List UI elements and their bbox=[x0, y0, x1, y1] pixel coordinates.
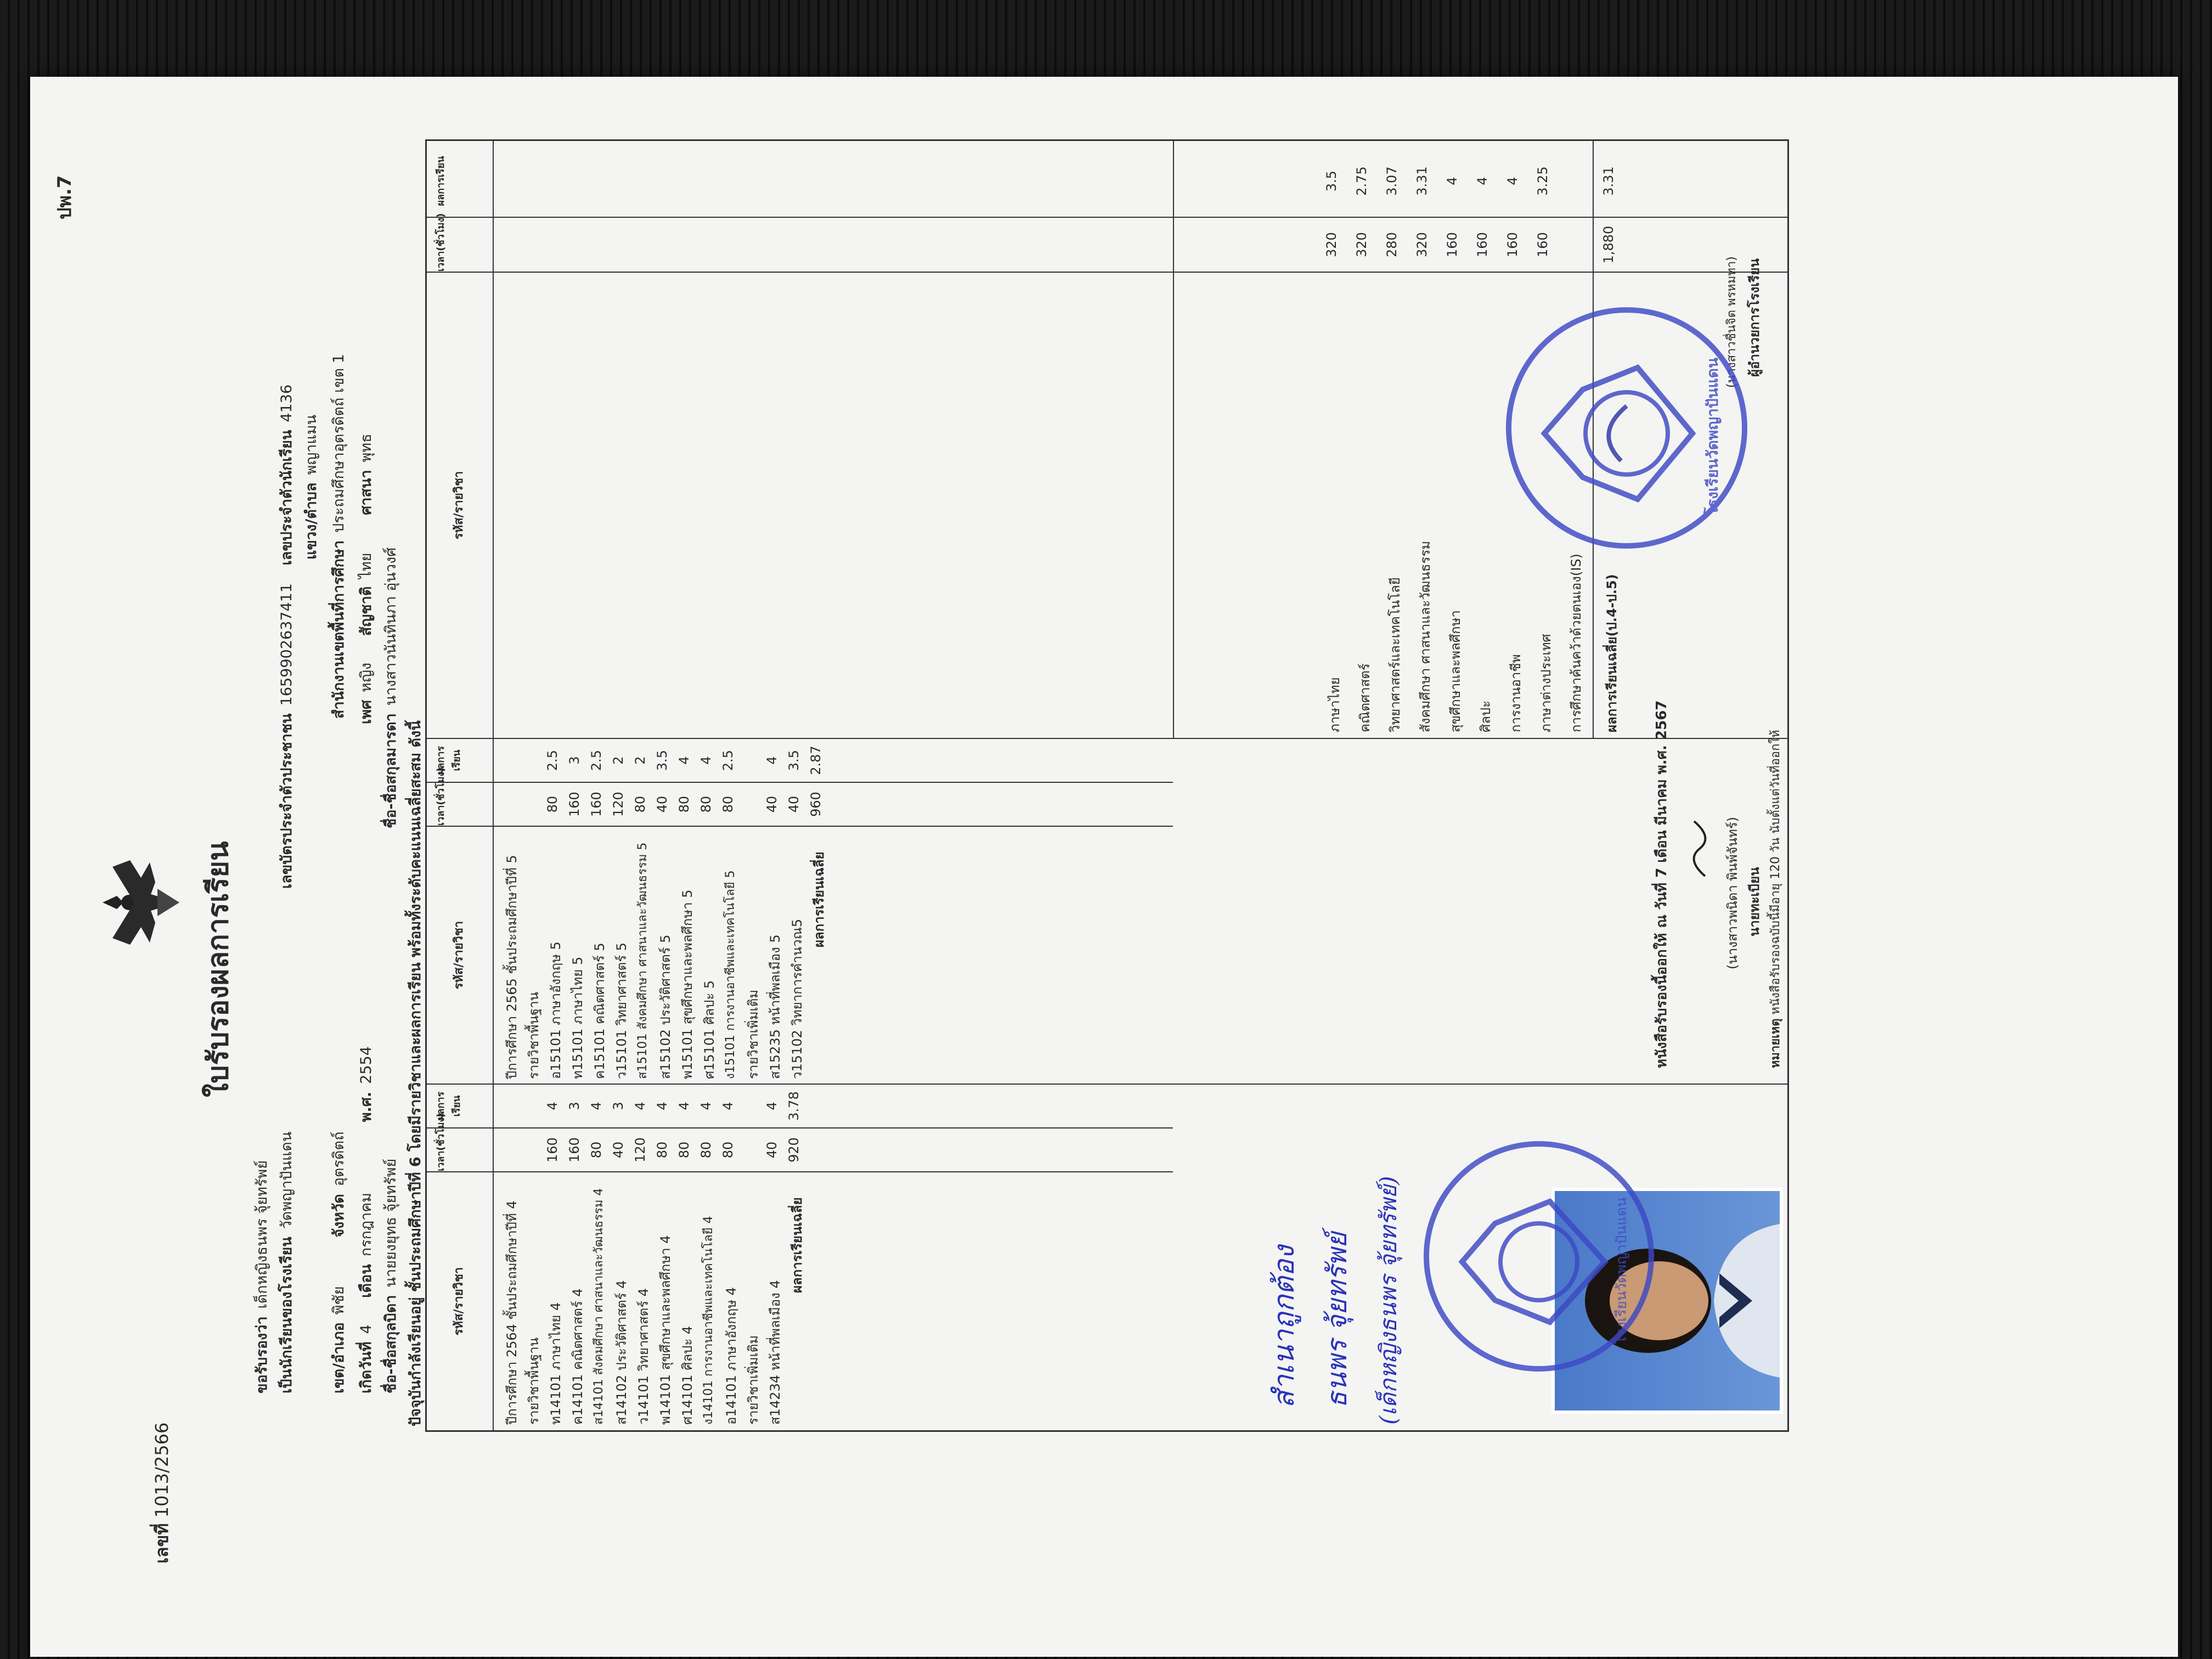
table-cell: 320 bbox=[1324, 232, 1339, 257]
header-hours-3: เวลา(ชั่วโมง) bbox=[435, 213, 447, 272]
school-stamp-left bbox=[1424, 1141, 1654, 1372]
table-cell: 320 bbox=[1354, 232, 1369, 257]
table-cell: 160 bbox=[589, 792, 604, 817]
certificate-document bbox=[30, 110, 2027, 1624]
school-name: วัดพญาปันแดน bbox=[278, 1131, 295, 1229]
table-row: คณิตศาสตร์ bbox=[1357, 663, 1373, 732]
header-hours-1: เวลา(ชั่วโมง) bbox=[435, 1113, 447, 1171]
table-cell: 2 bbox=[633, 756, 648, 765]
table-cell: 3.5 bbox=[1324, 170, 1339, 192]
table-cell: 3 bbox=[611, 1102, 626, 1110]
table-cell: 2.5 bbox=[720, 749, 736, 771]
doc-number bbox=[148, 1423, 176, 1564]
table-cell: 4 bbox=[676, 1102, 692, 1110]
field-national-id: เลขบัตรประจำตัวประชาชน1659902637411 เลขประจำตัวนักเรียน4136 bbox=[278, 384, 295, 889]
year2-basic-heading: รายวิชาพื้นฐาน bbox=[526, 991, 541, 1079]
field-father: ชื่อ-ชื่อสกุลบิดานายยงยุทธ จุ้ยทรัพย์ bbox=[382, 1158, 399, 1393]
table-row: ง15101 การงานอาชีพและเทคโนโลยี 5 bbox=[724, 870, 737, 1079]
table-cell: 3.25 bbox=[1535, 166, 1550, 196]
year1-extra-heading: รายวิชาเพิ่มเติม bbox=[746, 1335, 761, 1425]
table-cell: 280 bbox=[1384, 232, 1400, 257]
field-birth: เกิดวันที่4 เดือนกรกฎาคม พ.ศ.2554 bbox=[358, 1046, 375, 1393]
table-cell: 40 bbox=[764, 795, 780, 813]
table-cell: 3.07 bbox=[1384, 166, 1400, 196]
director-name: (นางสาวชื่นจิต พรหมทา) bbox=[1725, 256, 1739, 388]
year1-basic-heading: รายวิชาพื้นฐาน bbox=[526, 1337, 541, 1425]
table-cell: 80 bbox=[676, 795, 692, 813]
table-row: พ14101 สุขศึกษาและพลศึกษา 4 bbox=[658, 1235, 673, 1425]
doc-number-label: เลขที่ bbox=[151, 1523, 172, 1564]
table-row: ว15101 วิทยาศาสตร์ 5 bbox=[614, 942, 629, 1079]
year2-total-hours: 960 bbox=[808, 792, 823, 817]
table-cell: 80 bbox=[698, 1141, 714, 1159]
table-cell: 160 bbox=[1505, 232, 1520, 257]
table-cell: 4 bbox=[1475, 177, 1490, 185]
table-row: อ14101 ภาษาอังกฤษ 4 bbox=[724, 1287, 739, 1425]
table-cell: 160 bbox=[545, 1137, 560, 1163]
field-district: เขต/อำเภอพิชัย จังหวัดอุตรดิตถ์ bbox=[330, 1131, 347, 1393]
table-cell: 4 bbox=[1444, 177, 1460, 185]
table-row: ว15102 วิทยาการคำนวณ5 bbox=[789, 918, 805, 1079]
registrar-title: นายทะเบียน bbox=[1747, 867, 1762, 936]
table-row: ส14234 หน้าที่พลเมือง 4 bbox=[768, 1280, 783, 1425]
table-row: ส15102 ประวัติศาสตร์ 5 bbox=[658, 934, 673, 1079]
form-code: ปพ.7 bbox=[54, 175, 76, 219]
table-cell: 160 bbox=[567, 792, 582, 817]
table-cell: 120 bbox=[633, 1137, 648, 1163]
table-cell: 3.5 bbox=[654, 749, 670, 771]
table-row: สุขศึกษาและพลศึกษา bbox=[1448, 610, 1463, 732]
year2-avg-label: ผลการเรียนเฉลี่ย bbox=[811, 851, 827, 947]
registrar-signature bbox=[1683, 816, 1716, 882]
table-row: อ15101 ภาษาอังกฤษ 5 bbox=[548, 941, 563, 1079]
garuda-emblem-icon bbox=[96, 856, 184, 949]
header-subject-2: รหัส/รายวิชา bbox=[452, 921, 466, 990]
summary-avg: 3.31 bbox=[1601, 166, 1616, 196]
table-cell: 4 bbox=[589, 1102, 604, 1110]
note: หมายเหตุ หนังสือรับรองฉบับนี้มีอายุ 120 วัน นับตั้งแต่วันที่ออกให้ bbox=[1769, 730, 1782, 1068]
table-row: ส15235 หน้าที่พลเมือง 5 bbox=[768, 934, 783, 1079]
handwritten-certified-copy: สำเนาถูกต้อง bbox=[1268, 1245, 1301, 1408]
header-hours-2: เวลา(ชั่วโมง) bbox=[435, 767, 447, 826]
table-cell: 80 bbox=[720, 795, 736, 813]
table-row: ศ14101 ศิลปะ 4 bbox=[680, 1325, 695, 1425]
table-cell: 4 bbox=[654, 1102, 670, 1110]
table-row: ว14101 วิทยาศาสตร์ 4 bbox=[636, 1288, 651, 1425]
table-row: ง14101 การงานอาชีพและเทคโนโลยี 4 bbox=[702, 1216, 715, 1425]
table-cell: 3.5 bbox=[786, 749, 802, 771]
summary-total-hours: 1,880 bbox=[1601, 225, 1616, 264]
status-line: ปัจจุบันกำลังเรียนอยู่ ชั้นประถมศึกษาปีที่ 6 โดยมีรายวิชาและผลการเรียน พร้อมทั้งระดับคะแนนเฉลี่ยสะสม ดังนี้ bbox=[407, 720, 424, 1426]
table-cell: 160 bbox=[1444, 232, 1460, 257]
table-cell: 80 bbox=[698, 795, 714, 813]
table-cell: 80 bbox=[676, 1141, 692, 1159]
table-row: ภาษาต่างประเทศ bbox=[1538, 634, 1554, 732]
table-cell: 2.5 bbox=[589, 749, 604, 771]
table-cell: 80 bbox=[654, 1141, 670, 1159]
table-cell: 2 bbox=[611, 756, 626, 765]
table-cell: 4 bbox=[545, 1102, 560, 1110]
table-cell: 4 bbox=[1505, 177, 1520, 185]
table-cell: 2.75 bbox=[1354, 166, 1369, 196]
table-cell: 4 bbox=[633, 1102, 648, 1110]
summary-avg-label: ผลการเรียนเฉลี่ย(ป.4-ป.5) bbox=[1604, 574, 1620, 732]
table-row: ท15101 ภาษาไทย 5 bbox=[570, 956, 585, 1079]
table-cell: 80 bbox=[720, 1141, 736, 1159]
student-name: เด็กหญิงธนพร จุ้ยทรัพย์ bbox=[253, 1160, 270, 1309]
header-grade-1: ผลการเรียน bbox=[435, 1091, 462, 1121]
table-cell: 80 bbox=[545, 795, 560, 813]
table-row: ท14101 ภาษาไทย 4 bbox=[548, 1302, 563, 1425]
table-row: สังคมศึกษา ศาสนาและวัฒนธรรม bbox=[1418, 540, 1433, 732]
table-cell: 120 bbox=[611, 792, 626, 817]
stamp-text-right: โรงเรียนวัดพญาปันแดน bbox=[1703, 357, 1722, 516]
table-row: การงานอาชีพ bbox=[1508, 654, 1523, 732]
table-row: ศ15101 ศิลปะ 5 bbox=[702, 980, 717, 1079]
header-grade-3: ผลการเรียน bbox=[435, 156, 447, 206]
table-cell: 3 bbox=[567, 756, 582, 765]
handwritten-name: (เด็กหญิงธนพร จุ้ยทรัพย์) bbox=[1375, 1176, 1402, 1425]
table-row: ส15101 สังคมศึกษา ศาสนาและวัฒนธรรม 5 bbox=[636, 842, 650, 1079]
field-mother: ชื่อ-ชื่อสกุลมารดานางสาวนันทินภา อุ่นวงศ์ bbox=[382, 547, 399, 828]
field-gender: เพศหญิง สัญชาติไทย ศาสนาพุทธ bbox=[358, 433, 375, 724]
table-cell: 160 bbox=[567, 1137, 582, 1163]
doc-number-value: 1013/2566 bbox=[151, 1422, 172, 1518]
table-cell: 4 bbox=[698, 1102, 714, 1110]
table-row: ภาษาไทย bbox=[1327, 677, 1342, 732]
year2-heading: ปีการศึกษา 2565 ชั้นประถมศึกษาปีที่ 5 bbox=[504, 855, 520, 1079]
table-cell: 160 bbox=[1475, 232, 1490, 257]
table-cell: 80 bbox=[589, 1141, 604, 1159]
table-row: การศึกษาค้นคว้าด้วยตนเอง(IS) bbox=[1568, 554, 1584, 732]
table-cell: 160 bbox=[1535, 232, 1550, 257]
field-subdistrict: แขวง/ตำบลพญาแมน bbox=[303, 414, 320, 560]
table-cell: 4 bbox=[698, 756, 714, 765]
certificate-paper bbox=[30, 77, 2178, 1657]
handwritten-signature: ธนพร จุ้ยทรัพย์ bbox=[1321, 1232, 1353, 1408]
table-row: พ15101 สุขศึกษาและพลศึกษา 5 bbox=[680, 889, 695, 1079]
table-cell: 40 bbox=[764, 1141, 780, 1159]
table-cell: 80 bbox=[633, 795, 648, 813]
table-row: วิทยาศาสตร์และเทคโนโลยี bbox=[1387, 577, 1403, 732]
year1-avg: 3.78 bbox=[786, 1091, 802, 1121]
table-cell: 320 bbox=[1414, 232, 1430, 257]
year1-total-hours: 920 bbox=[786, 1137, 802, 1163]
year1-heading: ปีการศึกษา 2564 ชั้นประถมศึกษาปีที่ 4 bbox=[504, 1200, 520, 1425]
issue-date-line: หนังสือรับรองนี้ออกให้ ณ วันที่ 7 เดือน มีนาคม พ.ศ. 2567 bbox=[1654, 700, 1670, 1068]
stamp-text-left: โรงเรียนวัดพญาปันแดน bbox=[1613, 1197, 1630, 1344]
field-school: เป็นนักเรียนของโรงเรียนวัดพญาปันแดน bbox=[278, 1131, 295, 1393]
table-cell: 4 bbox=[764, 756, 780, 765]
header-subject-3: รหัส/รายวิชา bbox=[452, 471, 466, 540]
year1-avg-label: ผลการเรียนเฉลี่ย bbox=[789, 1197, 805, 1293]
table-cell: 2.5 bbox=[545, 749, 560, 771]
table-cell: 40 bbox=[611, 1141, 626, 1159]
field-office: สำนักงานเขตพื้นที่การศึกษาประถมศึกษาอุตรดิตถ์ เขต 1 bbox=[330, 354, 347, 719]
year2-avg: 2.87 bbox=[808, 746, 823, 775]
table-cell: 3 bbox=[567, 1102, 582, 1110]
table-cell: 3.31 bbox=[1414, 166, 1430, 196]
table-cell: 4 bbox=[676, 756, 692, 765]
table-row: ศิลปะ bbox=[1478, 700, 1493, 732]
year2-extra-heading: รายวิชาเพิ่มเติม bbox=[746, 989, 761, 1079]
director-title: ผู้อำนวยการโรงเรียน bbox=[1747, 258, 1762, 377]
table-cell: 4 bbox=[720, 1102, 736, 1110]
table-row: ส14102 ประวัติศาสตร์ 4 bbox=[614, 1280, 629, 1425]
table-cell: 40 bbox=[654, 795, 670, 813]
page-title: ใบรับรองผลการเรียน bbox=[202, 841, 235, 1097]
field-certify: ขอรับรองว่าเด็กหญิงธนพร จุ้ยทรัพย์ bbox=[253, 1160, 270, 1393]
header-subject-1: รหัส/รายวิชา bbox=[452, 1267, 466, 1336]
header-grade-2: ผลการเรียน bbox=[435, 746, 462, 775]
school-stamp-right bbox=[1506, 307, 1747, 549]
table-row: ส14101 สังคมศึกษา ศาสนาและวัฒนธรรม 4 bbox=[592, 1188, 606, 1425]
registrar-name: (นางสาวพนิดา พินพ์จันทร์) bbox=[1725, 816, 1740, 969]
table-cell: 4 bbox=[764, 1102, 780, 1110]
table-cell: 40 bbox=[786, 795, 802, 813]
table-row: ค14101 คณิตศาสตร์ 4 bbox=[570, 1288, 585, 1425]
table-row: ค15101 คณิตศาสตร์ 5 bbox=[592, 943, 607, 1079]
